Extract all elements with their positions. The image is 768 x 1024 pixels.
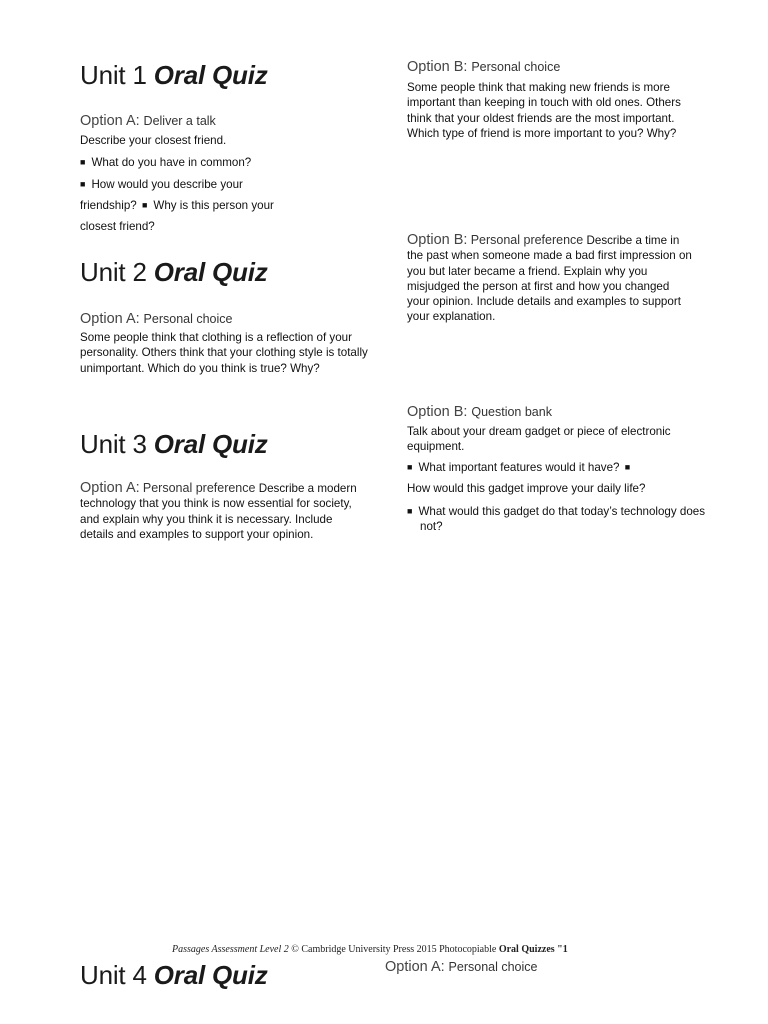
bullet-icon: ■ <box>407 462 413 472</box>
option-type: Deliver a talk <box>143 114 216 128</box>
unit-1-option-b-body: Some people think that making new friends is more important than keeping in touch with old ones. Others think that your oldest friends are the most important. Which type of friend is more important to you? Why? <box>407 81 681 140</box>
unit-2-number: Unit 2 <box>80 257 147 287</box>
unit-1-question-2-line-1 <box>80 177 243 192</box>
unit-1-title <box>80 60 268 90</box>
option-label: Option A: <box>80 480 140 496</box>
question-text: What would this gadget do that today’s technology does not? <box>418 505 706 534</box>
option-label: Option A: <box>80 311 140 327</box>
option-label: Option B: <box>407 59 468 75</box>
bullet-icon: ■ <box>80 179 86 189</box>
question-text: Why is this person your <box>153 199 274 212</box>
unit-1-question-2-3-line <box>80 198 274 213</box>
footer-page-number: "1 <box>557 944 568 955</box>
unit-3-quiz-label: Oral Quiz <box>153 429 268 459</box>
question-text: friendship? <box>80 199 137 212</box>
unit-2-title <box>80 257 268 287</box>
unit-2-option-b-body-rest: in the past when someone made a bad first impression on you but later became a friend. Explain why you misjudged the person at first and how you changed your opinion. Include details and examples to support your explanation. <box>407 234 692 324</box>
unit-2-option-a-body: Some people think that clothing is a reflection of your personality. Others think that your clothing style is totally unimportant. Which do you think is true? Why? <box>80 331 368 375</box>
question-text: What do you have in common? <box>91 156 252 169</box>
unit-3-question-3 <box>407 504 710 535</box>
unit-1-option-b-heading <box>407 58 560 76</box>
unit-4-option-a-heading <box>385 958 538 976</box>
unit-2-option-b <box>407 233 692 325</box>
question-text: What important features would it have? <box>418 461 620 474</box>
footer-copyright: © Cambridge University Press 2015 Photocopiable <box>291 944 497 955</box>
unit-3-option-a-body-first: Describe a <box>258 482 315 495</box>
unit-3-option-b-heading <box>407 403 552 421</box>
bullet-icon: ■ <box>624 462 631 472</box>
option-type: Question bank <box>471 405 552 419</box>
option-label: Option A: <box>80 113 140 129</box>
option-type: Personal choice <box>448 960 538 974</box>
option-type: Personal choice <box>471 60 561 74</box>
option-label: Option A: <box>385 959 445 975</box>
unit-1-number: Unit 1 <box>80 60 147 90</box>
unit-4-number: Unit 4 <box>80 960 147 990</box>
bullet-icon: ■ <box>407 506 413 516</box>
unit-1-quiz-label: Oral Quiz <box>153 60 268 90</box>
unit-2-option-a-heading <box>80 310 233 328</box>
option-label: Option B: <box>407 232 468 248</box>
option-type: Personal choice <box>143 312 233 326</box>
option-type: Personal preference <box>470 233 584 247</box>
footer-section: Oral Quizzes <box>498 944 555 955</box>
unit-4-quiz-label: Oral Quiz <box>153 960 268 990</box>
unit-3-option-a <box>80 481 365 542</box>
unit-3-title <box>80 429 268 459</box>
option-type: Personal preference <box>142 481 256 495</box>
bullet-icon: ■ <box>80 157 86 167</box>
page-footer <box>172 944 568 955</box>
unit-1-option-a-intro: Describe your closest friend. <box>80 134 227 147</box>
unit-2-quiz-label: Oral Quiz <box>153 257 268 287</box>
question-text: How would you describe your <box>91 178 243 191</box>
unit-4-title <box>80 960 268 990</box>
bullet-icon: ■ <box>141 200 148 210</box>
option-label: Option B: <box>407 404 468 420</box>
unit-3-question-1 <box>407 460 636 475</box>
unit-3-number: Unit 3 <box>80 429 147 459</box>
unit-2-option-b-body-first: Describe a time <box>586 234 668 247</box>
unit-3-option-b-intro: Talk about your dream gadget or piece of electronic equipment. <box>407 425 671 454</box>
unit-3-question-2: How would this gadget improve your daily life? <box>407 482 646 495</box>
unit-1-question-3-line-2: closest friend? <box>80 220 155 233</box>
unit-3-option-a-body-rest: modern technology that you think is now essential for society, and explain why you think it is necessary. Include details and examples to support your opinion. <box>80 482 357 541</box>
unit-1-question-1 <box>80 155 251 170</box>
footer-series: Passages Assessment Level 2 <box>172 944 289 955</box>
unit-1-option-a-heading <box>80 112 216 130</box>
